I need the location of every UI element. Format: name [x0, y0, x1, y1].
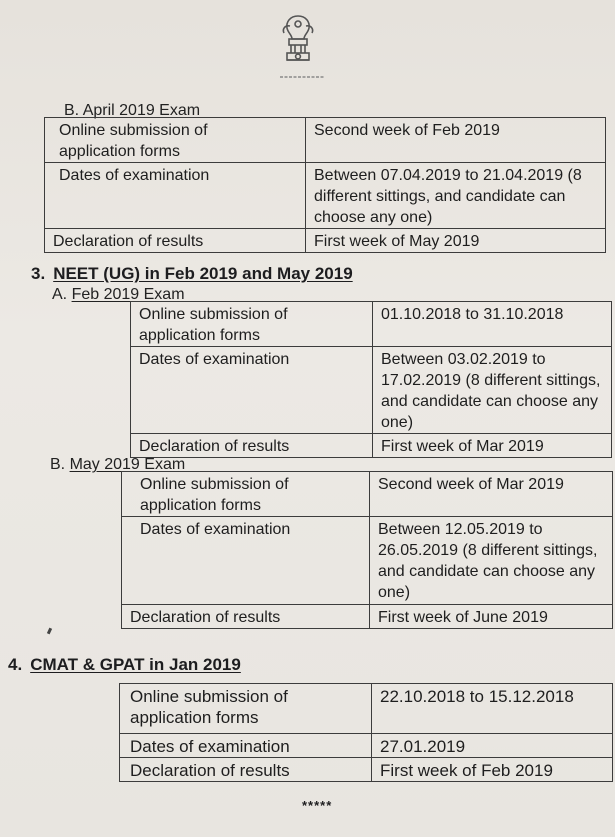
table-cell-value: First week of Feb 2019: [372, 758, 613, 782]
table-cell-value: Second week of Mar 2019: [370, 472, 613, 517]
table-row: [122, 472, 613, 517]
neet-may-exam-table: [121, 471, 613, 629]
table-cell-label: Online submission of application forms: [45, 118, 306, 163]
neet-feb-exam-table: [130, 301, 612, 458]
section-heading-cmat-gpat: 4. CMAT & GPAT in Jan 2019: [8, 655, 241, 674]
table-cell-label: Declaration of results: [120, 758, 372, 782]
table-cell-label: Online submission of application forms: [122, 472, 370, 517]
table-row: [120, 734, 613, 758]
april-exam-label: B. April 2019 Exam: [64, 102, 201, 119]
table-cell-value: Between 12.05.2019 to 26.05.2019 (8 different sittings, and candidate can choose any one): [370, 517, 613, 605]
emblem-motto: [276, 72, 328, 80]
table-row: [120, 758, 613, 782]
april-exam-table: [44, 117, 606, 253]
neet-feb-exam-label: A. Feb 2019 Exam: [52, 286, 185, 303]
table-cell-value: 01.10.2018 to 31.10.2018: [373, 302, 612, 347]
pen-mark: [47, 628, 52, 635]
table-row: [122, 605, 613, 629]
table-cell-value: Between 03.02.2019 to 17.02.2019 (8 different sittings, and candidate can choose any one): [373, 347, 612, 434]
table-row: [45, 163, 606, 229]
table-cell-label: Declaration of results: [131, 434, 373, 458]
table-cell-label: Declaration of results: [45, 229, 306, 253]
table-cell-value: Between 07.04.2019 to 21.04.2019 (8 different sittings, and candidate can choose any one): [306, 163, 606, 229]
table-cell-label: Dates of examination: [131, 347, 373, 434]
table-row: [45, 229, 606, 253]
table-row: [45, 118, 606, 163]
table-cell-label: Dates of examination: [45, 163, 306, 229]
table-cell-label: Online submission of application forms: [120, 684, 372, 734]
table-cell-label: Declaration of results: [122, 605, 370, 629]
table-cell-value: First week of June 2019: [370, 605, 613, 629]
table-row: [131, 434, 612, 458]
end-marker: *****: [302, 798, 333, 813]
table-cell-value: 22.10.2018 to 15.12.2018: [372, 684, 613, 734]
table-row: [122, 517, 613, 605]
table-cell-label: Dates of examination: [120, 734, 372, 758]
table-cell-value: 27.01.2019: [372, 734, 613, 758]
table-row: [131, 302, 612, 347]
neet-may-exam-label: B. May 2019 Exam: [50, 456, 186, 473]
table-cell-label: Online submission of application forms: [131, 302, 373, 347]
table-cell-value: First week of May 2019: [306, 229, 606, 253]
section-heading-neet: 3. NEET (UG) in Feb 2019 and May 2019: [31, 264, 353, 283]
table-row: [120, 684, 613, 734]
table-cell-value: Second week of Feb 2019: [306, 118, 606, 163]
table-cell-label: Dates of examination: [122, 517, 370, 605]
table-cell-value: First week of Mar 2019: [373, 434, 612, 458]
cmat-gpat-table: [119, 683, 613, 782]
table-row: [131, 347, 612, 434]
